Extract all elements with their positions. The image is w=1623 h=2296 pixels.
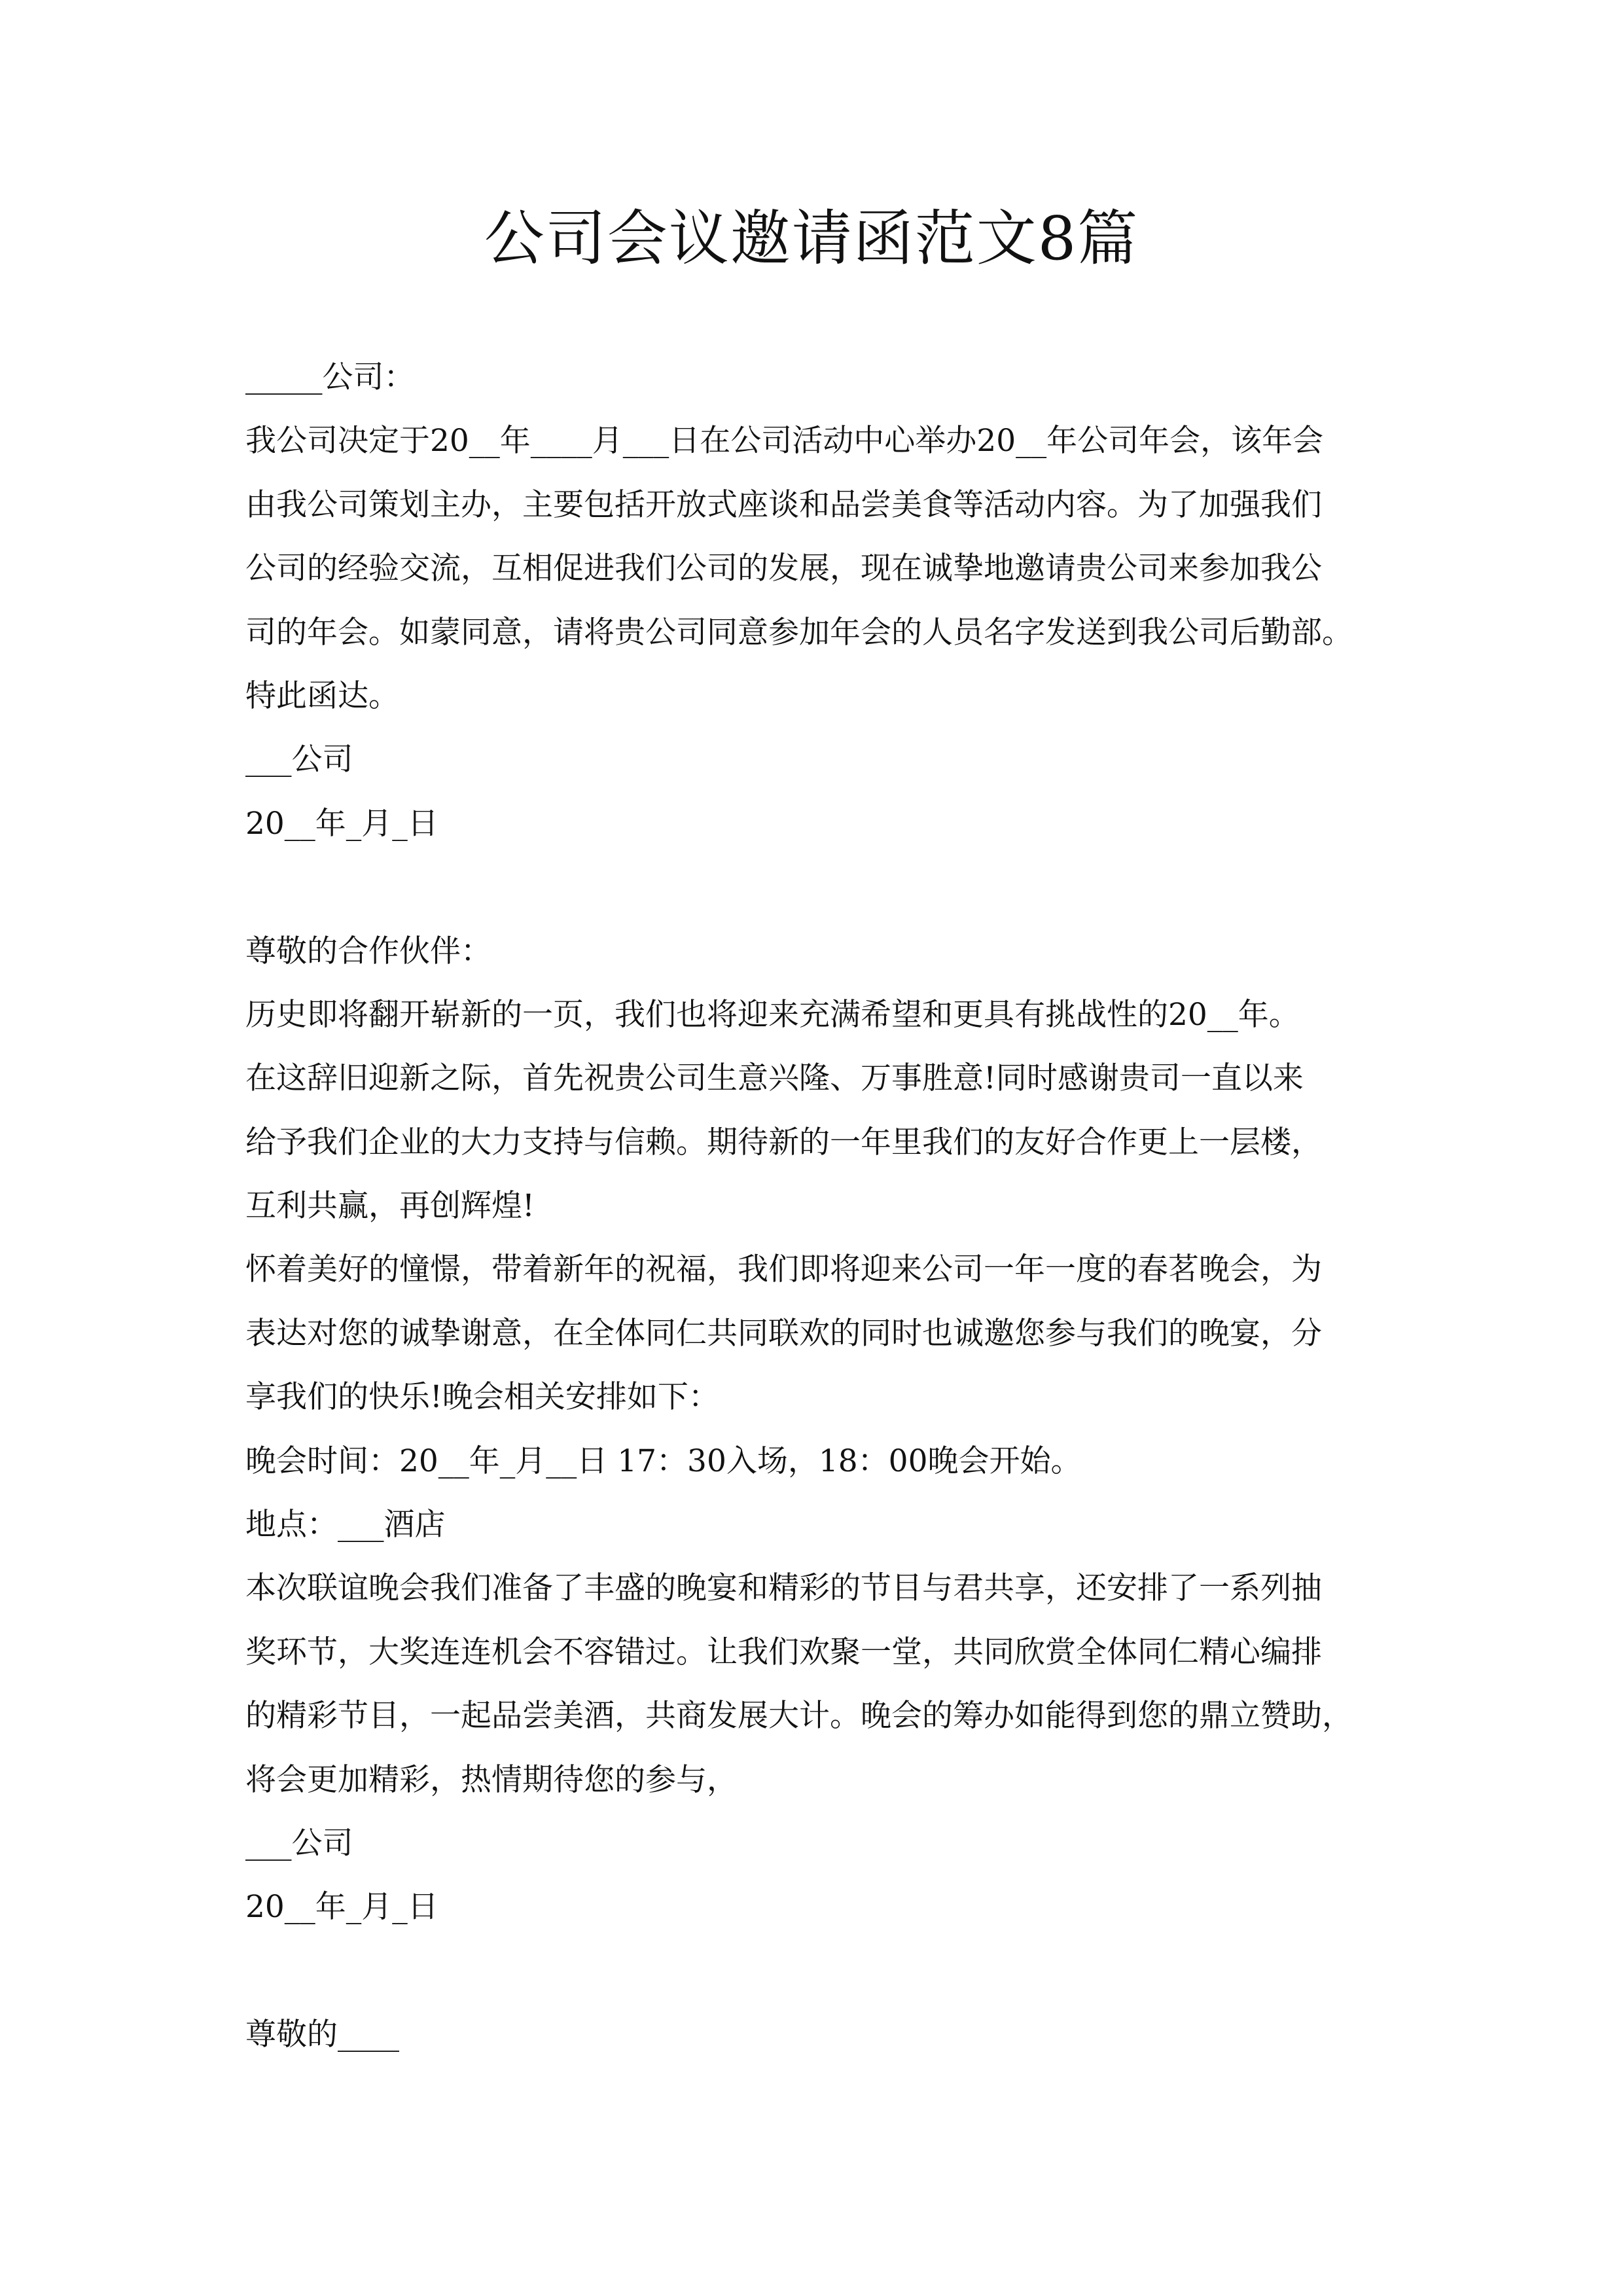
text-line: 本次联谊晚会我们准备了丰盛的晚宴和精彩的节目与君共享，还安排了一系列抽 — [245, 1570, 1322, 1607]
signature-company: ___公司 — [245, 1825, 353, 1861]
text-line: 公司的经验交流，互相促进我们公司的发展，现在诚挚地邀请贵公司来参加我公 — [245, 550, 1322, 587]
document-body — [245, 346, 1397, 2067]
document-title: 公司会议邀请函范文8篇 — [484, 204, 1139, 274]
text-line: 互利共赢，再创辉煌! — [245, 1188, 535, 1225]
salutation: 尊敬的合作伙伴： — [245, 933, 491, 969]
text-line: 给予我们企业的大力支持与信赖。期待新的一年里我们的友好合作更上一层楼， — [245, 1124, 1322, 1160]
salutation: 尊敬的____ — [245, 2017, 399, 2053]
text-line: 奖环节，大奖连连机会不容错过。让我们欢聚一堂，共同欣赏全体同仁精心编排 — [245, 1634, 1322, 1670]
text-line: 享我们的快乐!晚会相关安排如下： — [245, 1379, 719, 1416]
blank-line — [245, 855, 1397, 919]
text-line: 特此函达。 — [245, 677, 399, 714]
text-line: 的精彩节目，一起品尝美酒，共商发展大计。晚会的筹办如能得到您的鼎立赞助， — [245, 1698, 1353, 1734]
text-line: _____公司： — [245, 359, 415, 395]
text-line: 司的年会。如蒙同意，请将贵公司同意参加年会的人员名字发送到我公司后勤部。 — [245, 614, 1353, 651]
signature-date: 20__年_月_日 — [245, 805, 438, 842]
text-line: 历史即将翻开崭新的一页，我们也将迎来充满希望和更具有挑战性的20__年。 — [245, 996, 1300, 1033]
text-line: 表达对您的诚挚谢意，在全体同仁共同联欢的同时也诚邀您参与我们的晚宴，分 — [245, 1315, 1322, 1352]
signature-company: ___公司 — [245, 742, 353, 778]
text-line: 我公司决定于20__年____月___日在公司活动中心举办20__年公司年会，该年会 — [245, 423, 1324, 459]
text-line: 由我公司策划主办，主要包括开放式座谈和品尝美食等活动内容。为了加强我们 — [245, 486, 1322, 523]
event-location: 地点：___酒店 — [245, 1507, 446, 1543]
signature-date: 20__年_月_日 — [245, 1889, 438, 1926]
text-line: 在这辞旧迎新之际，首先祝贵公司生意兴隆、万事胜意!同时感谢贵司一直以来 — [245, 1060, 1304, 1097]
blank-line — [245, 1939, 1397, 2003]
text-line: 怀着美好的憧憬，带着新年的祝福，我们即将迎来公司一年一度的春茗晚会，为 — [245, 1251, 1322, 1288]
event-time: 晚会时间：20__年_月__日 17：30入场，18：00晚会开始。 — [245, 1443, 1082, 1479]
text-line: 将会更加精彩，热情期待您的参与， — [245, 1761, 738, 1798]
